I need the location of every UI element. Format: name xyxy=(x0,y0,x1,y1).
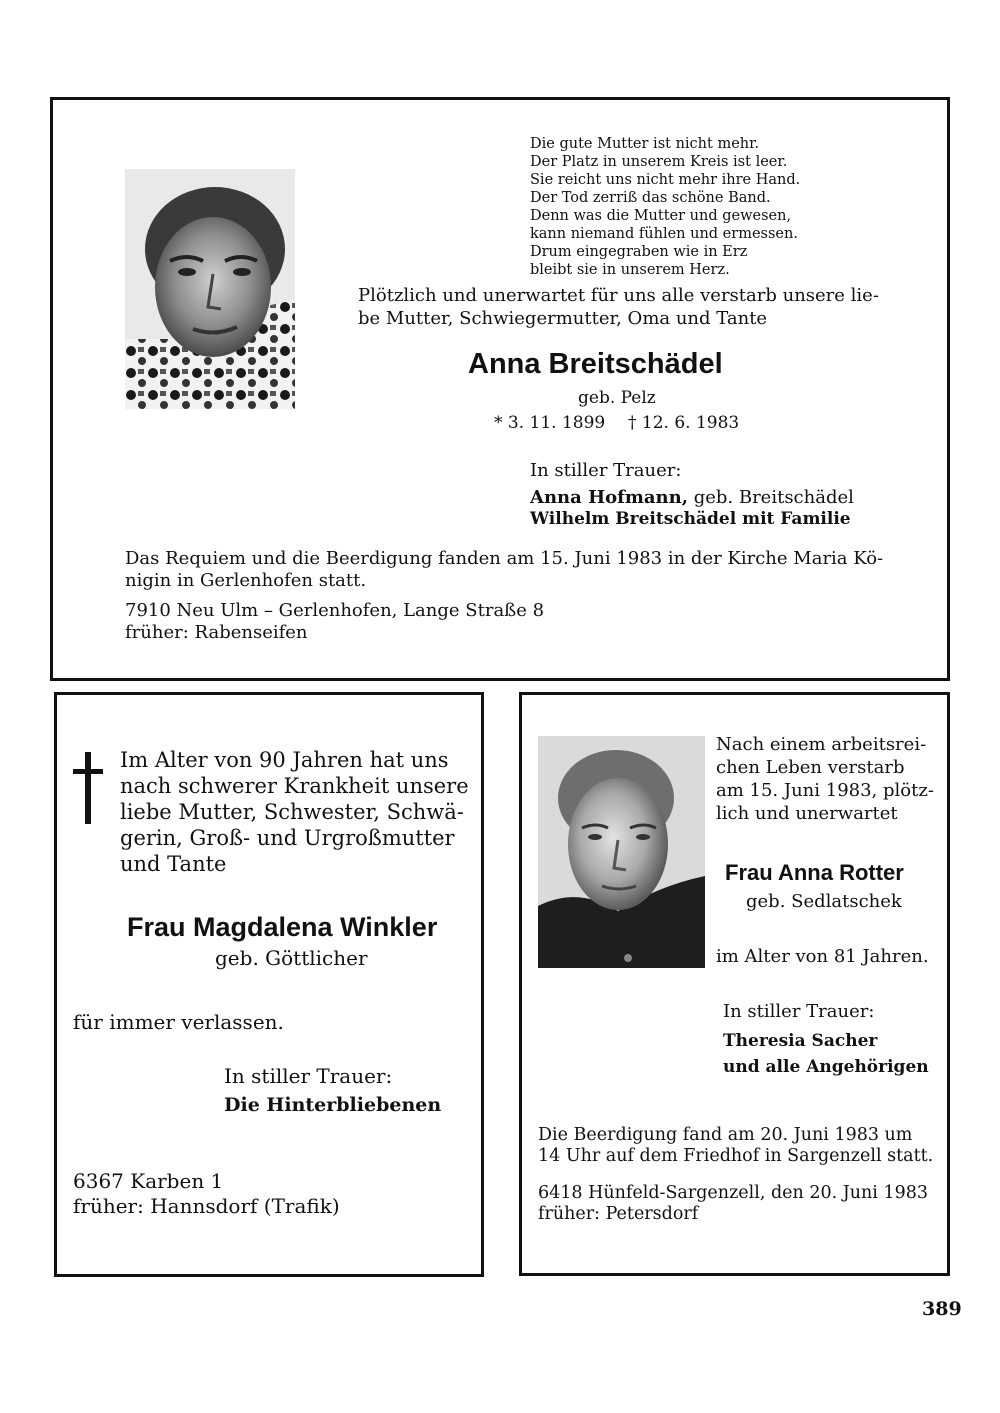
announcement-text: nach schwerer Krankheit unsere xyxy=(120,774,469,798)
announcement-text: liebe Mutter, Schwester, Schwä- xyxy=(120,800,464,824)
deceased-name: Anna Breitschädel xyxy=(468,348,723,380)
maiden-name: geb. Sedlatschek xyxy=(746,891,902,912)
announcement-text: chen Leben verstarb xyxy=(716,757,905,778)
mourner-line: Wilhelm Breitschädel mit Familie xyxy=(530,509,851,529)
mourning-label: In stiller Trauer: xyxy=(723,1001,875,1022)
birth-date: * 3. 11. 1899 xyxy=(494,413,606,433)
announcement-text: lich und unerwartet xyxy=(716,803,898,824)
announcement-text: am 15. Juni 1983, plötz- xyxy=(716,780,934,801)
maiden-name: geb. Pelz xyxy=(578,388,656,408)
announcement-text: gerin, Groß- und Urgroßmutter xyxy=(120,826,455,850)
portrait-photo-anna-rotter xyxy=(538,736,705,968)
funeral-text: Die Beerdigung fand am 20. Juni 1983 um xyxy=(538,1125,913,1145)
poem-line: Der Tod zerriß das schöne Band. xyxy=(530,190,771,206)
cross-icon xyxy=(73,752,103,824)
page-number: 389 xyxy=(922,1298,962,1320)
poem-line: Denn was die Mutter und gewesen, xyxy=(530,208,792,224)
address-text: 7910 Neu Ulm – Gerlenhofen, Lange Straße 8 xyxy=(125,600,545,621)
poem-line: Drum eingegraben wie in Erz xyxy=(530,244,748,260)
former-residence-text: früher: Hannsdorf (Trafik) xyxy=(73,1194,340,1218)
announcement-text: Im Alter von 90 Jahren hat uns xyxy=(120,748,449,772)
former-residence-text: früher: Rabenseifen xyxy=(125,622,308,643)
maiden-name: geb. Göttlicher xyxy=(215,946,368,970)
deceased-name: Frau Magdalena Winkler xyxy=(127,912,438,942)
announcement-text: Plötzlich und unerwartet für uns alle verstarb unsere lie- xyxy=(358,285,879,306)
requiem-text: nigin in Gerlenhofen statt. xyxy=(125,570,367,591)
poem-line: Sie reicht uns nicht mehr ihre Hand. xyxy=(530,172,801,188)
mourner-maiden-name: geb. Breitschädel xyxy=(687,487,854,508)
announcement-text: und Tante xyxy=(120,852,227,876)
address-text: 6367 Karben 1 xyxy=(73,1169,224,1193)
portrait-photo-anna-breitschaedel xyxy=(125,169,295,409)
poem-line: Die gute Mutter ist nicht mehr. xyxy=(530,136,760,152)
mourners-text: Theresia Sacher xyxy=(723,1031,878,1051)
farewell-text: für immer verlassen. xyxy=(73,1010,284,1034)
requiem-text: Das Requiem und die Beerdigung fanden am 15. Juni 1983 in der Kirche Maria Kö- xyxy=(125,548,884,569)
mourner-name: Anna Hofmann, xyxy=(530,487,688,508)
poem-line: Der Platz in unserem Kreis ist leer. xyxy=(530,154,788,170)
poem-line: kann niemand fühlen und ermessen. xyxy=(530,226,798,242)
announcement-text: Nach einem arbeitsrei- xyxy=(716,734,927,755)
funeral-text: 14 Uhr auf dem Friedhof in Sargenzell statt. xyxy=(538,1146,934,1166)
mourning-label: In stiller Trauer: xyxy=(530,460,682,481)
mourning-label: In stiller Trauer: xyxy=(224,1064,393,1088)
deceased-name: Frau Anna Rotter xyxy=(725,860,904,885)
former-residence-text: früher: Petersdorf xyxy=(538,1204,699,1224)
mourner-line xyxy=(530,489,854,507)
death-date: † 12. 6. 1983 xyxy=(628,413,740,433)
mourners-text: und alle Angehörigen xyxy=(723,1057,929,1077)
mourners-text: Die Hinterbliebenen xyxy=(224,1094,442,1116)
address-text: 6418 Hünfeld-Sargenzell, den 20. Juni 1983 xyxy=(538,1183,928,1203)
announcement-text: be Mutter, Schwiegermutter, Oma und Tante xyxy=(358,308,768,329)
poem-line: bleibt sie in unserem Herz. xyxy=(530,262,730,278)
age-text: im Alter von 81 Jahren. xyxy=(716,946,929,967)
